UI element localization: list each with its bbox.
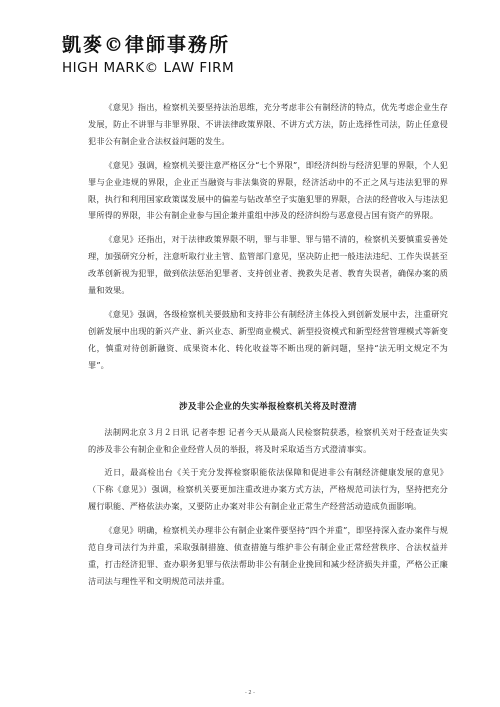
logo-english-name: HIGH MARK© LAW FIRM — [62, 60, 235, 76]
page-number: - 2 - — [245, 690, 255, 696]
paragraph: 《意见》指出，检察机关要坚持法治思维，充分考虑非公有制经济的特点，优先考虑企业生存发展，防止不讲罪与非罪界限、不讲法律政策界限、不讲方式方法，防止选择性司法，防止任意侵犯非公有制企业合法权益问题的发生。 — [88, 102, 448, 146]
paragraph: 《意见》强调，检察机关要注意严格区分“七个界限”，即经济纠纷与经济犯罪的界限，个人犯罪与企业违规的界限，企业正当融资与非法集资的界限，经济活动中的不正之风与违法犯罪的界限，执行和利用国家政策谋发展中的偏差与钻改革空子实施犯罪的界限，合法的经营收入与违法犯罪所得的界限，非公有制企业参与国企兼并重组中涉及的经济纠纷与恶意侵占国有资产的界限。 — [88, 159, 448, 221]
paragraph: 《意见》明确，检察机关办理非公有制企业案件要坚持“四个并重”，即坚持深入查办案件与规范自身司法行为并重，采取强制措施、侦查措施与维护非公有制企业正常经营秩序、合法权益并重，打击经济犯罪、查办职务犯罪与依法帮助非公有制企业挽回和减少经济损失并重，严格公正廉洁司法与理性平和文明规范司法并重。 — [88, 525, 448, 586]
paragraph: 《意见》还指出，对于法律政策界限不明，罪与非罪、罪与错不清的，检察机关要慎重妥善处理，加强研究分析，注意听取行业主管、监管部门意见，坚决防止把一般违法违纪、工作失误甚至改革创新视为犯罪，做到依法惩治犯罪者、支持创业者、挽救失足者、教育失误者，确保办案的质量和效果。 — [88, 234, 448, 296]
paragraph: 法制网北京３月２日讯 记者李想 记者今天从最高人民检察院获悉，检察机关对于经查证失实的涉及非公有制企业和企业经营人员的举报，将及时采取适当方式澄清事实。 — [88, 426, 448, 454]
document-body — [88, 99, 448, 597]
paragraph: 近日，最高检出台《关于充分发挥检察职能依法保障和促进非公有制经济健康发展的意见》（下称《意见》）强调，检察机关要更加注重改进办案方式方法，严格规范司法行为，坚持把充分履行职能、严格依法办案，又要防止办案对非公有制企业正常生产经营活动造成负面影响。 — [88, 467, 448, 512]
paragraph: 《意见》强调，各级检察机关要鼓励和支持非公有制经济主体投入到创新发展中去，注重研究创新发展中出现的新兴产业、新兴业态、新型商业模式、新型投资模式和新型经营管理模式等新变化，慎重对待创新融资、成果资本化、转化收益等不断出现的新问题，坚持“法无明文规定不为罪”。 — [88, 308, 448, 370]
section-title: 涉及非公企业的失实举报检察机关将及时澄清 — [179, 401, 357, 412]
law-firm-logo — [62, 34, 282, 84]
logo-chinese-name: 凱麥©律師事務所 — [62, 34, 231, 56]
